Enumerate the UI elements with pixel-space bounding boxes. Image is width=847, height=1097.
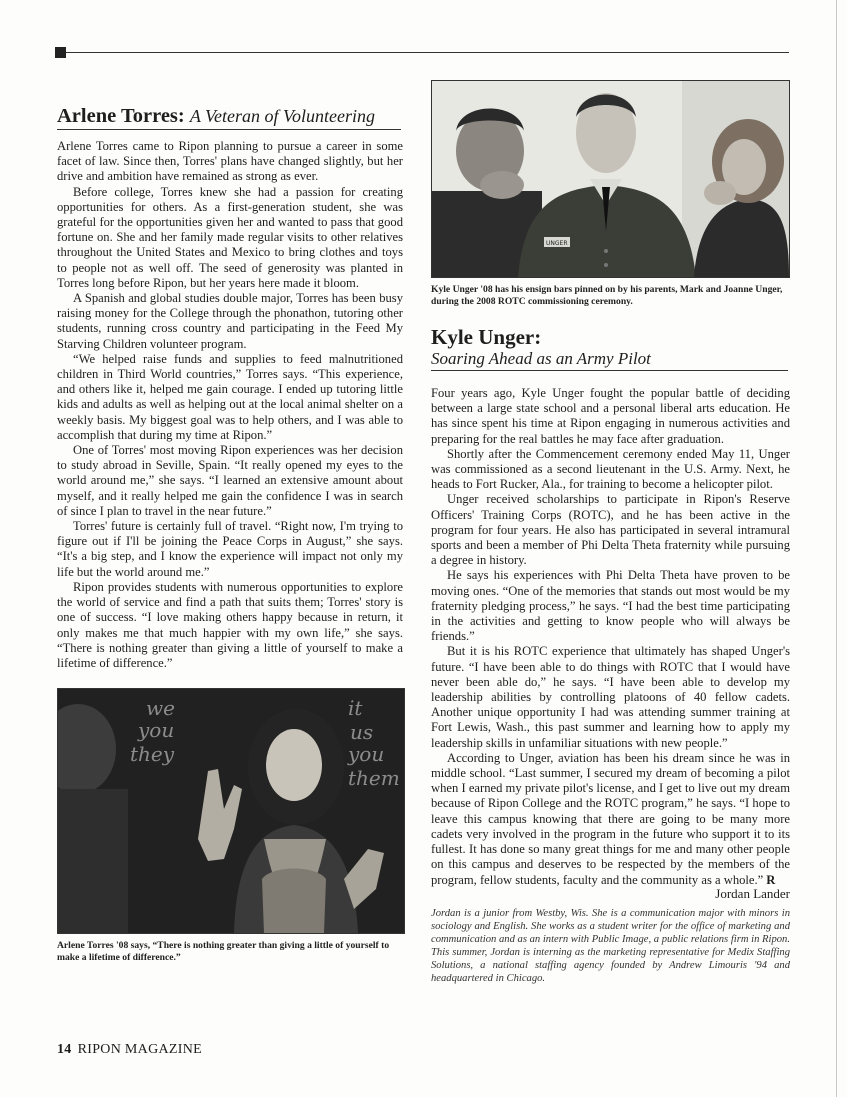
article1-paragraph: “We helped raise funds and supplies to feed malnutritioned children in Third World countries,” Torres says. “This experience, and others like it, helped me gain courage. I ended up tutoring little kids and adults as well as helping out at the local animal shelter on a weekly basis. My biggest goal was to help others, and I was able to accomplish that during my time at Ripon.” [57,351,403,442]
end-mark: R [766,872,776,887]
unger-photo [431,80,790,278]
article2-title-rule [431,370,788,371]
article2-title: Kyle Unger: [431,325,542,349]
unger-nametag: UNGER [546,240,568,247]
chalk-word: you [348,742,385,767]
header-square-mark [55,47,66,58]
page-edge-line [836,0,837,1097]
article1-title [57,104,403,128]
article1-body [57,139,403,671]
torres-photo-caption: Arlene Torres '08 says, “There is nothing greater than giving a little of yourself to make a lifetime of difference.” [57,940,390,964]
chalk-word: us [350,720,374,745]
page-number: 14 [57,1042,72,1057]
right-column [431,80,790,985]
article1-title-sub: A Veteran of Volunteering [189,106,376,126]
article1-title-rule [57,129,401,130]
author-name: Jordan Lander [715,885,790,901]
unger-photo-caption: Kyle Unger '08 has his ensign bars pinned on by his parents, Mark and Joanne Unger, during the 2008 ROTC commissioning ceremony. [431,284,783,307]
article2-subtitle: Soaring Ahead as an Army Pilot [431,349,651,368]
chalk-word: you [138,718,175,743]
article2-paragraph: Unger received scholarships to participate in Ripon's Reserve Officers' Training Corps (ROTC), and he has been active in the program for four years. He also has participated in several intramural sports and been a member of Phi Delta Theta fraternity while pursuing a degree in history. [431,492,790,568]
article2-paragraph: But it is his ROTC experience that ultimately has shaped Unger's future. “I have been able to do things with ROTC that I would have never been able do,” he says. “I have been able to develop my leadership abilities by controlling platoons of 40 fellow cadets. Another unique opportunity I had was attending summer training at Fort Lewis, Wash., this past summer and learning how to apply my leadership skills in unfamiliar situations with new people.” [431,644,790,750]
article1-paragraph: Torres' future is certainly full of travel. “Right now, I'm trying to figure out if I'll be joining the Peace Corps in August,” she says. “It's a big step, and I know the experience will impact not only my life but the world around me.” [57,519,403,579]
article2-body [431,386,790,985]
article2-last-paragraph-text: According to Unger, aviation has been his dream since he was in middle school. “Last summer, I secured my dream of becoming a pilot when I earned my private pilot's license, and I get to live out my dream because of Ripon College and the ROTC program,” he says. “I hope to leave this campus knowing that there are going to be many more cadets very involved in the program in the future who support it to its fullest. It has done so many great things for me and many other people on this campus and deserves to be respected by the members of the program, fellow students, faculty and the community as a whole.” [431,750,790,887]
article2-paragraph: Shortly after the Commencement ceremony ended May 11, Unger was commissioned as a second lieutenant in the U.S. Army. Next, he heads to Fort Rucker, Ala., for training to become a helicopter pilot. [431,446,790,492]
chalk-word: they [130,742,175,767]
page-footer [57,1042,202,1058]
article1-paragraph: One of Torres' most moving Ripon experiences was her decision to study abroad in Seville, Spain. “It really opened my eyes to the world around me,” she says. “I learned an extensive amount about myself, and it really helped me gain the confidence I was in search of since I plan to travel in the near future.” [57,443,403,518]
article2-paragraph: He says his experiences with Phi Delta Theta have proven to be moving ones. “One of the memories that stands out most would be my fraternity pledging process,” he says. “I had the best time participating in the activities and getting to know people who will always be friends.” [431,568,790,644]
article1-title-name: Arlene Torres: [57,105,185,127]
article1-paragraph: A Spanish and global studies double major, Torres has been busy raising money for the College through the phonathon, tutoring other students, running cross country and participating in the Feed My Starving Children volunteer program. [57,291,403,351]
article2-paragraph [431,751,790,888]
unger-photo-illustration [432,81,789,277]
torres-photo [57,688,405,934]
article1-paragraph: Before college, Torres knew she had a passion for creating opportunities for others. As a first-generation student, she was grateful for the opportunities given her and wanted to pass that good fortune on. She and her family made regular visits to other relatives throughout the United States and Mexico to bring clothes and toys to people not as well off. The seed of generosity was planted in Torres long before Ripon, but her years here made it bloom. [57,184,403,290]
author-bio: Jordan is a junior from Westby, Wis. She is a communication major with minors in sociology and English. She works as a student writer for the office of marketing and communication and as an intern with Public Image, a public relations firm in Ripon. This summer, Jordan is interning as the marketing representative for Medix Staffing Solutions, a national staffing agency founded by Andrew Limouris '94 and headquartered in Chicago. [431,907,790,984]
article1-paragraph: Ripon provides students with numerous opportunities to explore the world of service and find a path that suits them; Torres' story is one of success. “I love making others happy because in return, it only makes me that much happier with my own life,” she says. “There is nothing greater than giving a little of yourself to make a lifetime of difference.” [57,579,403,670]
chalk-word: them [348,766,400,791]
article2-paragraph: Four years ago, Kyle Unger fought the popular battle of deciding between a large state school and a personal liberal arts education. He has since spent his time at Ripon engaging in numerous activities and preparing for the real battles he may face after graduation. [431,386,790,446]
chalk-word: we [146,696,175,721]
torres-photo-illustration [58,689,404,933]
chalk-word: it [348,696,363,721]
magazine-name: RIPON MAGAZINE [77,1042,202,1057]
left-column [57,104,403,964]
header-rule [66,52,789,53]
article1-paragraph: Arlene Torres came to Ripon planning to pursue a career in some facet of law. Since then, Torres' plans have changed slightly, but her drive and ambition have remained as strong as ever. [57,139,403,184]
